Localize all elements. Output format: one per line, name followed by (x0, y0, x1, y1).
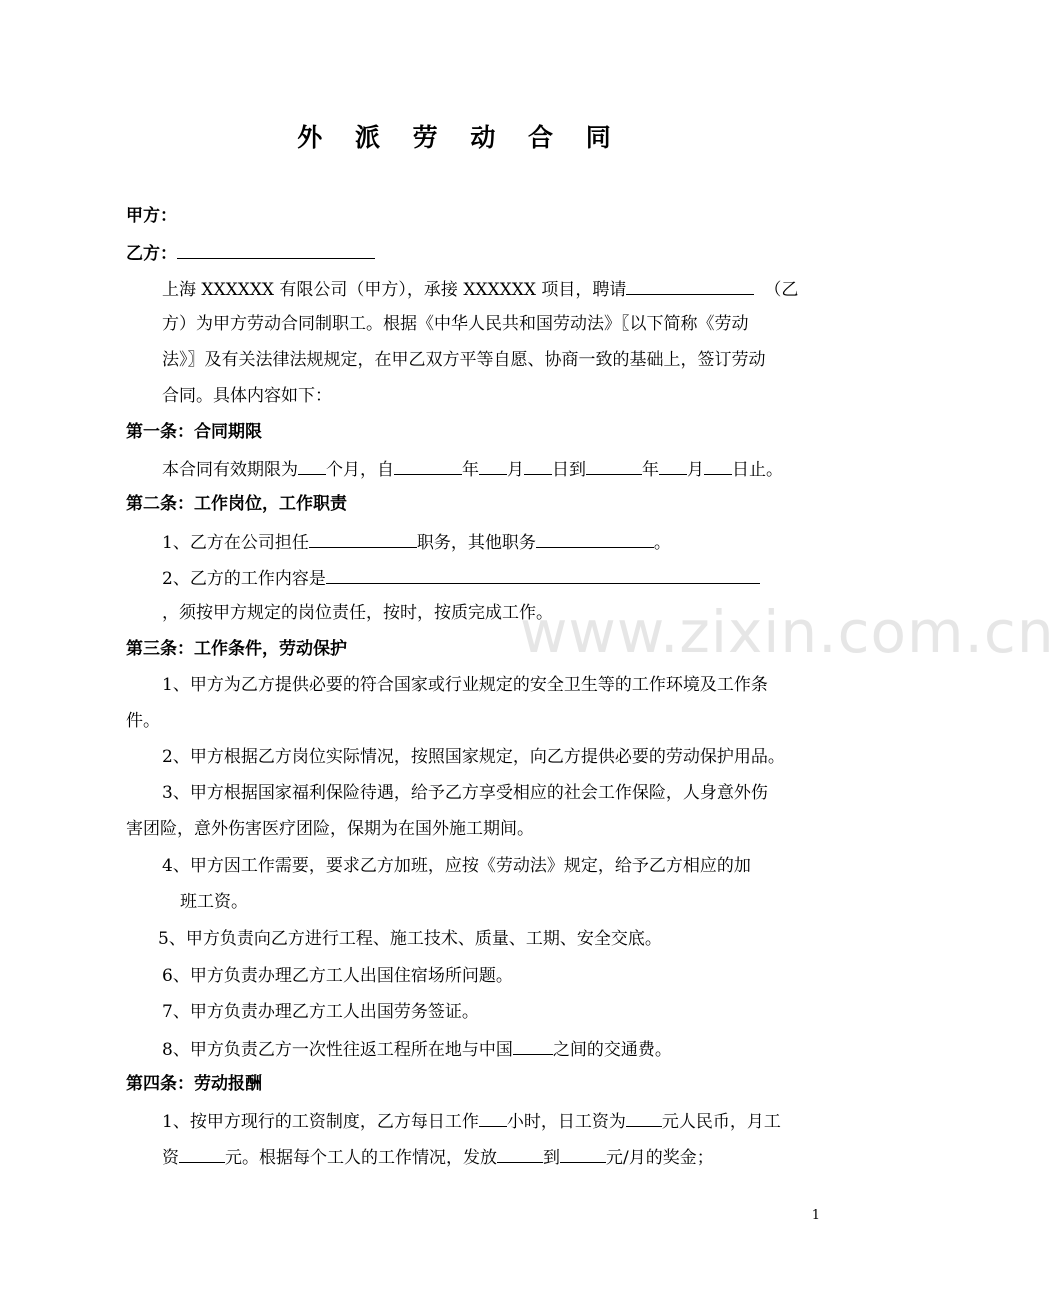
party-b-blank (177, 240, 375, 259)
document-title: 外 派 劳 动 合 同 (297, 123, 623, 152)
article-3-item-4-cont: 班工资。 (180, 892, 248, 912)
article-3-item-8 (162, 1036, 672, 1062)
intro-text-1b: （乙 (764, 280, 799, 300)
hours-blank (479, 1108, 507, 1127)
intro-line-4: 合同。具体内容如下： (162, 386, 332, 406)
article-2-heading: 第二条：工作岗位，工作职责 (126, 494, 347, 514)
other-position-blank (536, 529, 654, 548)
bonus-min-blank (497, 1144, 543, 1163)
start-year-blank (394, 456, 462, 475)
transport-text-a: 8、甲方负责乙方一次性往返工程所在地与中国 (162, 1040, 513, 1060)
duty-text-1b: 职务，其他职务 (416, 533, 536, 553)
term-text-2: 个月，自 (326, 460, 394, 480)
pay-text-g: 元/月的奖金； (606, 1148, 714, 1168)
position-blank (309, 529, 417, 548)
article-3-heading: 第三条：工作条件，劳动保护 (126, 639, 347, 659)
daily-wage-blank (626, 1108, 662, 1127)
article-1-term-line (162, 456, 783, 482)
term-text-3: 年 (462, 460, 479, 480)
article-3-item-1-cont: 件。 (126, 711, 160, 731)
article-3-item-4: 4、甲方因工作需要，要求乙方加班，应按《劳动法》规定，给予乙方相应的加 (162, 856, 751, 876)
intro-line-1 (162, 276, 798, 302)
work-content-blank (326, 565, 760, 584)
term-text-5: 日到 (552, 460, 586, 480)
term-text-1: 本合同有效期限为 (162, 460, 298, 480)
article-3-item-6: 6、甲方负责办理乙方工人出国住宿场所问题。 (162, 966, 513, 986)
term-text-6: 年 (642, 460, 659, 480)
pay-text-d: 资 (162, 1148, 179, 1168)
article-2-item-1 (162, 529, 671, 555)
watermark: www.zixin.com.cn (520, 598, 1055, 666)
party-a-label: 甲方： (126, 206, 177, 226)
start-month-blank (479, 456, 507, 475)
article-3-item-5: 5、甲方负责向乙方进行工程、施工技术、质量、工期、安全交底。 (158, 929, 662, 949)
pay-text-c: 元人民币，月工 (661, 1112, 781, 1132)
duty-text-2a: 2、乙方的工作内容是 (162, 569, 326, 589)
intro-line-2: 方）为甲方劳动合同制职工。根据《中华人民共和国劳动法》〖以下简称《劳动 (162, 314, 749, 334)
article-2-item-2 (162, 565, 760, 591)
monthly-wage-blank (179, 1144, 225, 1163)
article-3-item-3-cont: 害团险，意外伤害医疗团险，保期为在国外施工期间。 (126, 819, 534, 839)
article-3-item-1: 1、甲方为乙方提供必要的符合国家或行业规定的安全卫生等的工作环境及工作条 (162, 675, 768, 695)
duty-text-1c: 。 (653, 533, 671, 553)
article-2-item-2-cont: ，须按甲方规定的岗位责任，按时，按质完成工作。 (162, 603, 553, 623)
city-blank (513, 1036, 553, 1055)
transport-text-b: 之间的交通费。 (552, 1040, 672, 1060)
article-1-heading: 第一条：合同期限 (126, 422, 262, 442)
term-text-7: 月 (687, 460, 704, 480)
months-blank (298, 456, 326, 475)
duty-text-1a: 1、乙方在公司担任 (162, 533, 309, 553)
end-year-blank (586, 456, 642, 475)
article-4-item-1-cont (162, 1144, 714, 1170)
article-4-heading: 第四条：劳动报酬 (126, 1074, 262, 1094)
end-month-blank (659, 456, 687, 475)
term-text-4: 月 (507, 460, 524, 480)
party-b-label: 乙方： (126, 244, 177, 264)
page-number: 1 (811, 1208, 820, 1223)
party-b-line (126, 240, 375, 266)
pay-text-e: 元。根据每个工人的工作情况，发放 (225, 1148, 497, 1168)
pay-text-f: 到 (543, 1148, 560, 1168)
start-day-blank (524, 456, 552, 475)
bonus-max-blank (560, 1144, 606, 1163)
article-4-item-1 (162, 1108, 781, 1134)
intro-text-1a: 上海 XXXXXX 有限公司（甲方），承接 XXXXXX 项目，聘请 (162, 280, 627, 300)
article-3-item-2: 2、甲方根据乙方岗位实际情况，按照国家规定，向乙方提供必要的劳动保护用品。 (162, 747, 785, 767)
pay-text-a: 1、按甲方现行的工资制度，乙方每日工作 (162, 1112, 479, 1132)
end-day-blank (704, 456, 732, 475)
hire-name-blank (626, 276, 754, 295)
article-3-item-3: 3、甲方根据国家福利保险待遇，给予乙方享受相应的社会工作保险，人身意外伤 (162, 783, 768, 803)
term-text-8: 日止。 (732, 460, 783, 480)
article-3-item-7: 7、甲方负责办理乙方工人出国劳务签证。 (162, 1002, 479, 1022)
intro-line-3: 法》〗及有关法律法规规定，在甲乙双方平等自愿、协商一致的基础上，签订劳动 (162, 350, 766, 370)
pay-text-b: 小时，日工资为 (506, 1112, 626, 1132)
